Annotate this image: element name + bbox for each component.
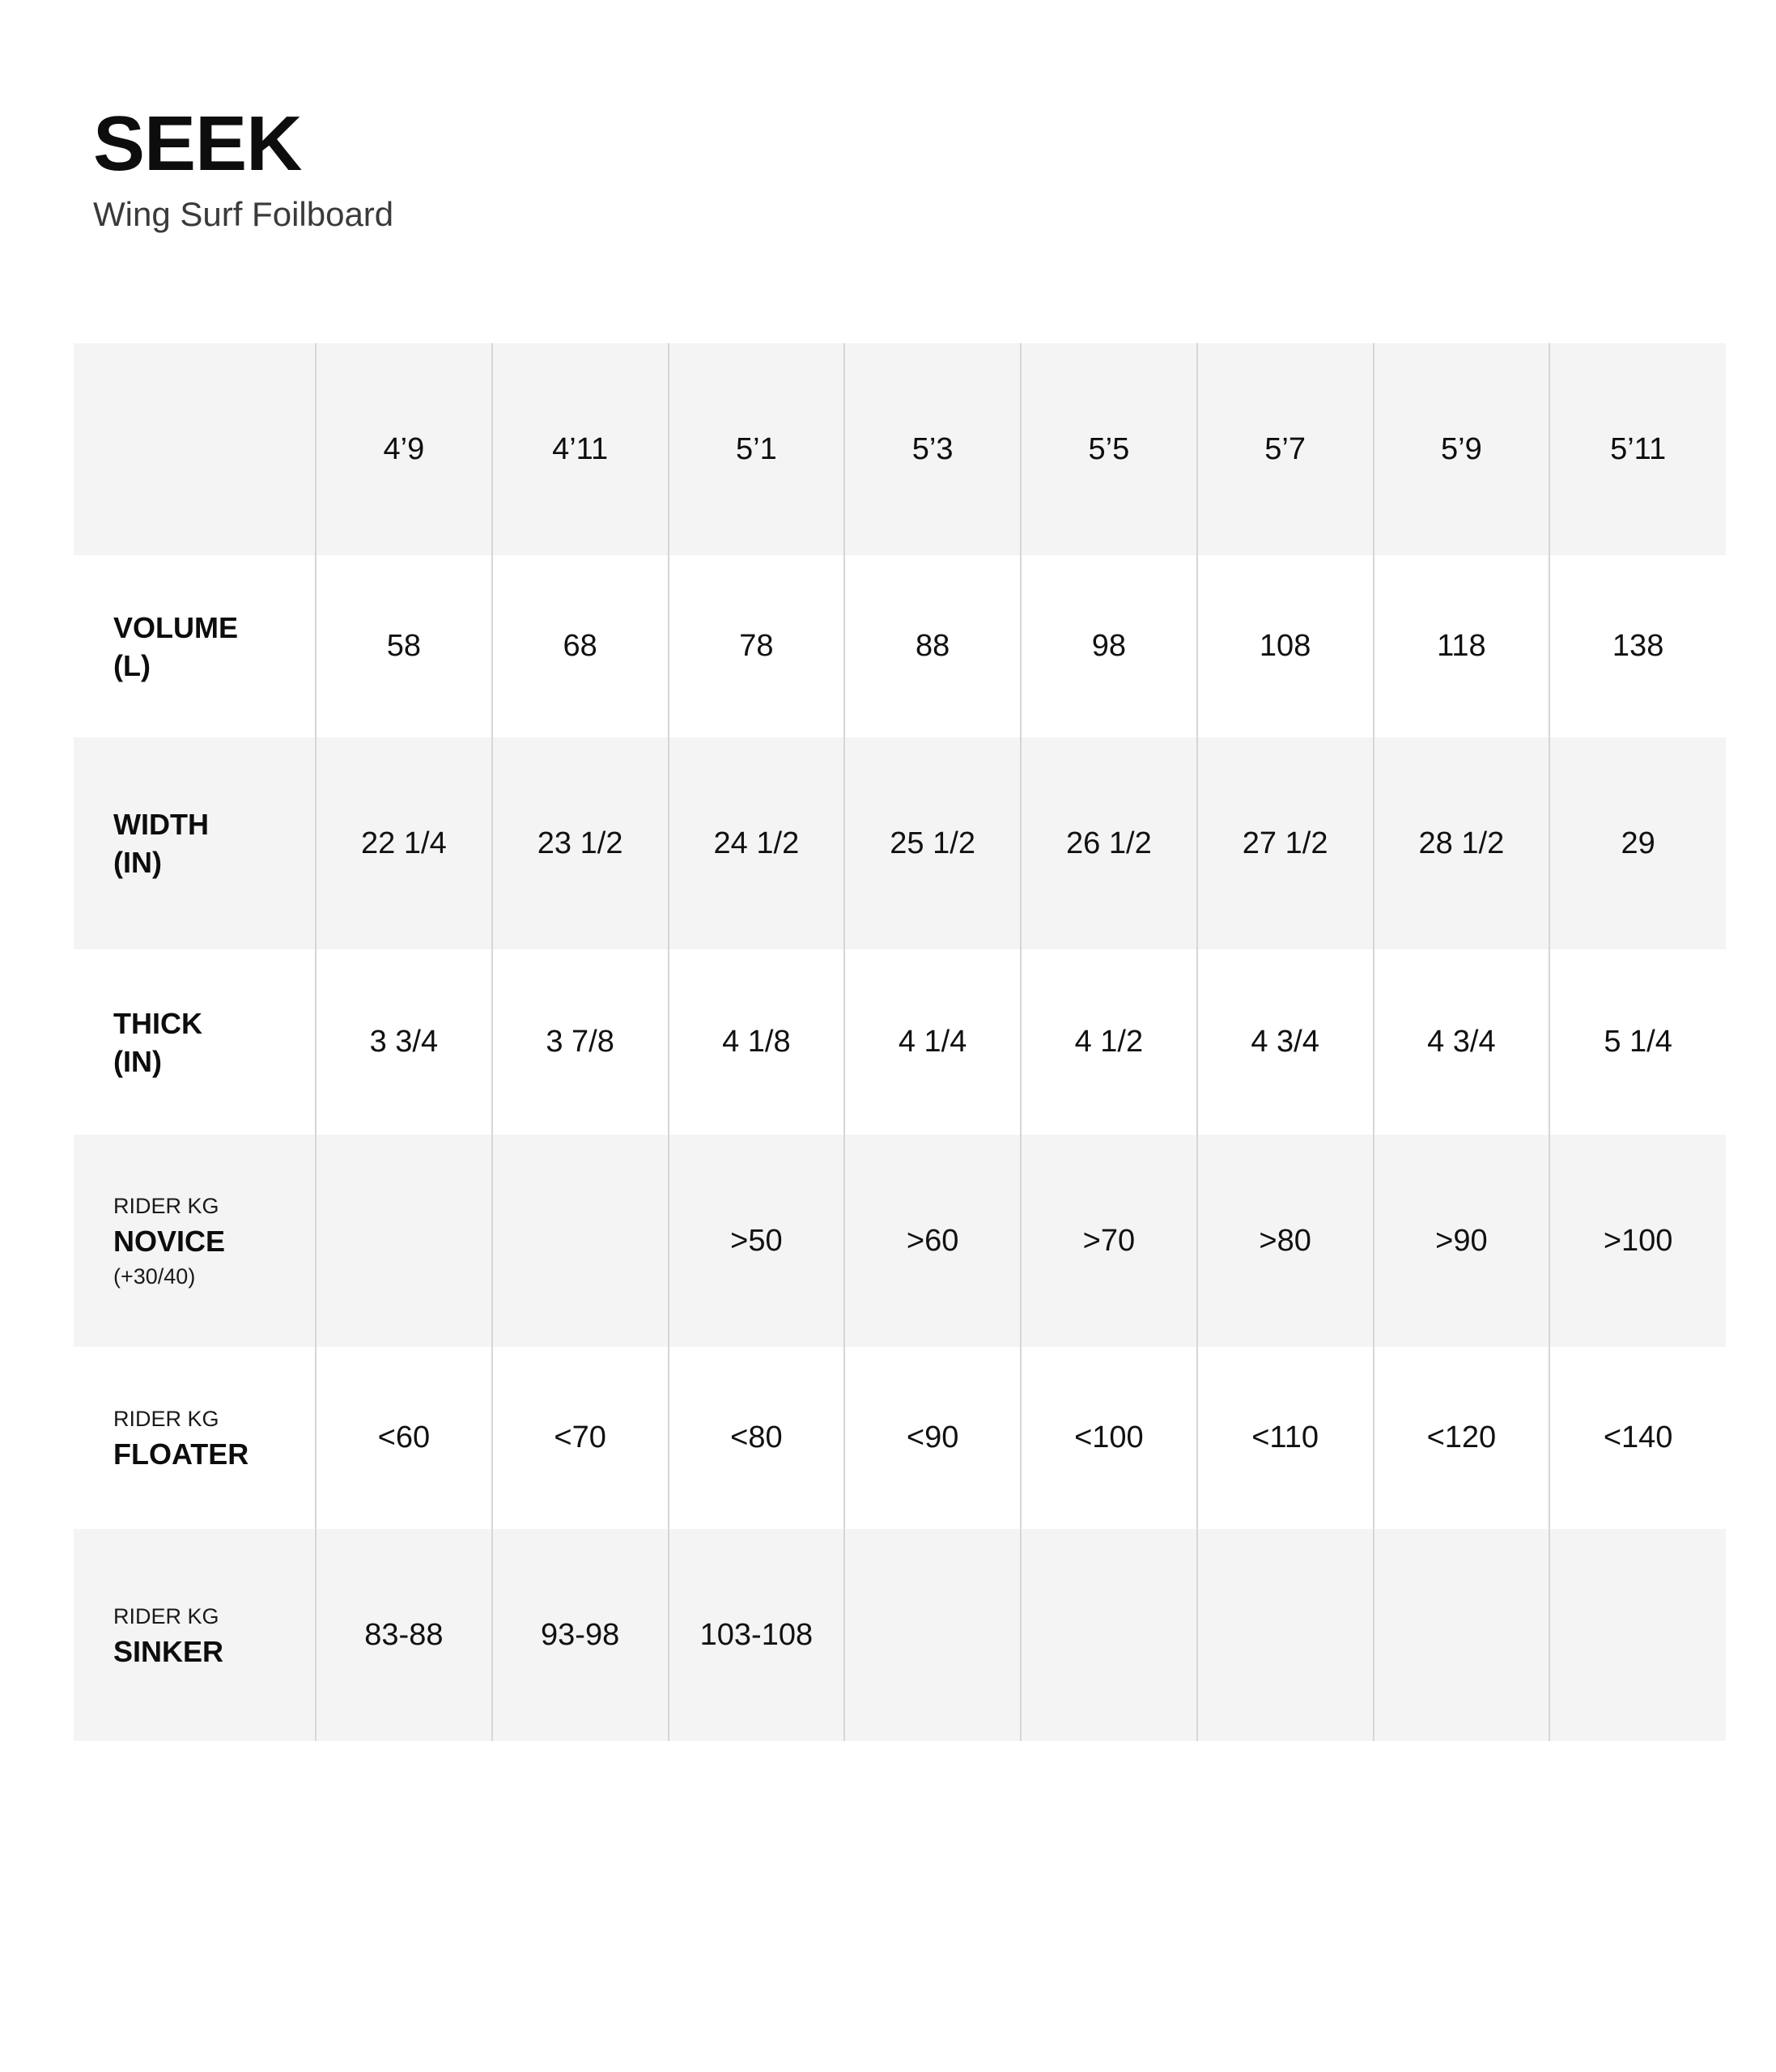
size-chart-table [74, 343, 1726, 1741]
table-cell: 78 [669, 555, 845, 737]
table-cell: 93-98 [492, 1529, 669, 1741]
row-label-prefix: RIDER KG [113, 1407, 219, 1431]
table-cell [1021, 1529, 1197, 1741]
page-subtitle: Wing Surf Foilboard [93, 195, 394, 233]
row-label-sinker [74, 1529, 316, 1741]
table-cell: 27 1/2 [1197, 737, 1374, 949]
sinker-row [74, 1529, 1726, 1741]
size-column-header: 4’11 [492, 343, 669, 555]
table-cell: <90 [844, 1347, 1021, 1529]
size-column-header: 4’9 [316, 343, 492, 555]
row-label-title: NOVICE [113, 1224, 226, 1258]
size-column-header: 5’1 [669, 343, 845, 555]
novice-row [74, 1135, 1726, 1347]
table-cell: <120 [1374, 1347, 1550, 1529]
table-cell [844, 1529, 1021, 1741]
table-cell: <60 [316, 1347, 492, 1529]
table-cell: <100 [1021, 1347, 1197, 1529]
row-label-novice [74, 1135, 316, 1347]
row-label-unit: (IN) [113, 1044, 162, 1078]
row-label-prefix: RIDER KG [113, 1603, 219, 1628]
table-cell: 138 [1549, 555, 1726, 737]
table-cell: 22 1/4 [316, 737, 492, 949]
table-cell: 83-88 [316, 1529, 492, 1741]
table-cell: 103-108 [669, 1529, 845, 1741]
header-corner-cell [74, 343, 316, 555]
table-cell: <140 [1549, 1347, 1726, 1529]
size-column-header: 5’9 [1374, 343, 1550, 555]
table-cell: 29 [1549, 737, 1726, 949]
page-title: SEEK [93, 100, 302, 187]
table-cell [1549, 1529, 1726, 1741]
table-cell: 108 [1197, 555, 1374, 737]
table-cell: 68 [492, 555, 669, 737]
volume-row [74, 555, 1726, 737]
row-label-floater [74, 1347, 316, 1529]
row-label-title: SINKER [113, 1634, 224, 1668]
table-cell: 118 [1374, 555, 1550, 737]
row-label-title: VOLUME [113, 610, 239, 644]
row-label-title: WIDTH [113, 808, 209, 841]
table-cell: 24 1/2 [669, 737, 845, 949]
table-cell: >100 [1549, 1135, 1726, 1347]
table-cell: <110 [1197, 1347, 1374, 1529]
row-label-prefix: RIDER KG [113, 1193, 219, 1218]
table-cell [1197, 1529, 1374, 1741]
table-cell: 58 [316, 555, 492, 737]
row-label-width [74, 737, 316, 949]
row-label-volume [74, 555, 316, 737]
thick-row [74, 949, 1726, 1135]
size-column-header: 5’3 [844, 343, 1021, 555]
size-column-header: 5’11 [1549, 343, 1726, 555]
row-label-title: FLOATER [113, 1437, 249, 1471]
table-cell: <70 [492, 1347, 669, 1529]
row-label-unit: (IN) [113, 846, 162, 879]
table-cell: 28 1/2 [1374, 737, 1550, 949]
size-column-header: 5’5 [1021, 343, 1197, 555]
table-cell: <80 [669, 1347, 845, 1529]
table-cell: 4 3/4 [1197, 949, 1374, 1135]
table-cell: 98 [1021, 555, 1197, 737]
table-cell: 4 1/8 [669, 949, 845, 1135]
table-cell: 4 1/4 [844, 949, 1021, 1135]
row-label-unit: (L) [113, 648, 151, 682]
table-cell: 3 7/8 [492, 949, 669, 1135]
table-cell [316, 1135, 492, 1347]
table-cell: 3 3/4 [316, 949, 492, 1135]
table-cell: >80 [1197, 1135, 1374, 1347]
table-cell: >90 [1374, 1135, 1550, 1347]
table-cell: >50 [669, 1135, 845, 1347]
table-cell: 5 1/4 [1549, 949, 1726, 1135]
floater-row [74, 1347, 1726, 1529]
size-column-header: 5’7 [1197, 343, 1374, 555]
table-cell: 26 1/2 [1021, 737, 1197, 949]
row-label-thick [74, 949, 316, 1135]
table-cell [492, 1135, 669, 1347]
table-cell: 88 [844, 555, 1021, 737]
table-cell: >60 [844, 1135, 1021, 1347]
table-cell: >70 [1021, 1135, 1197, 1347]
width-row [74, 737, 1726, 949]
table-cell: 25 1/2 [844, 737, 1021, 949]
row-label-title: THICK [113, 1006, 202, 1040]
table-cell: 4 1/2 [1021, 949, 1197, 1135]
table-cell [1374, 1529, 1550, 1741]
table-cell: 4 3/4 [1374, 949, 1550, 1135]
size-header-row [74, 343, 1726, 555]
table-cell: 23 1/2 [492, 737, 669, 949]
row-label-note: (+30/40) [113, 1263, 196, 1289]
